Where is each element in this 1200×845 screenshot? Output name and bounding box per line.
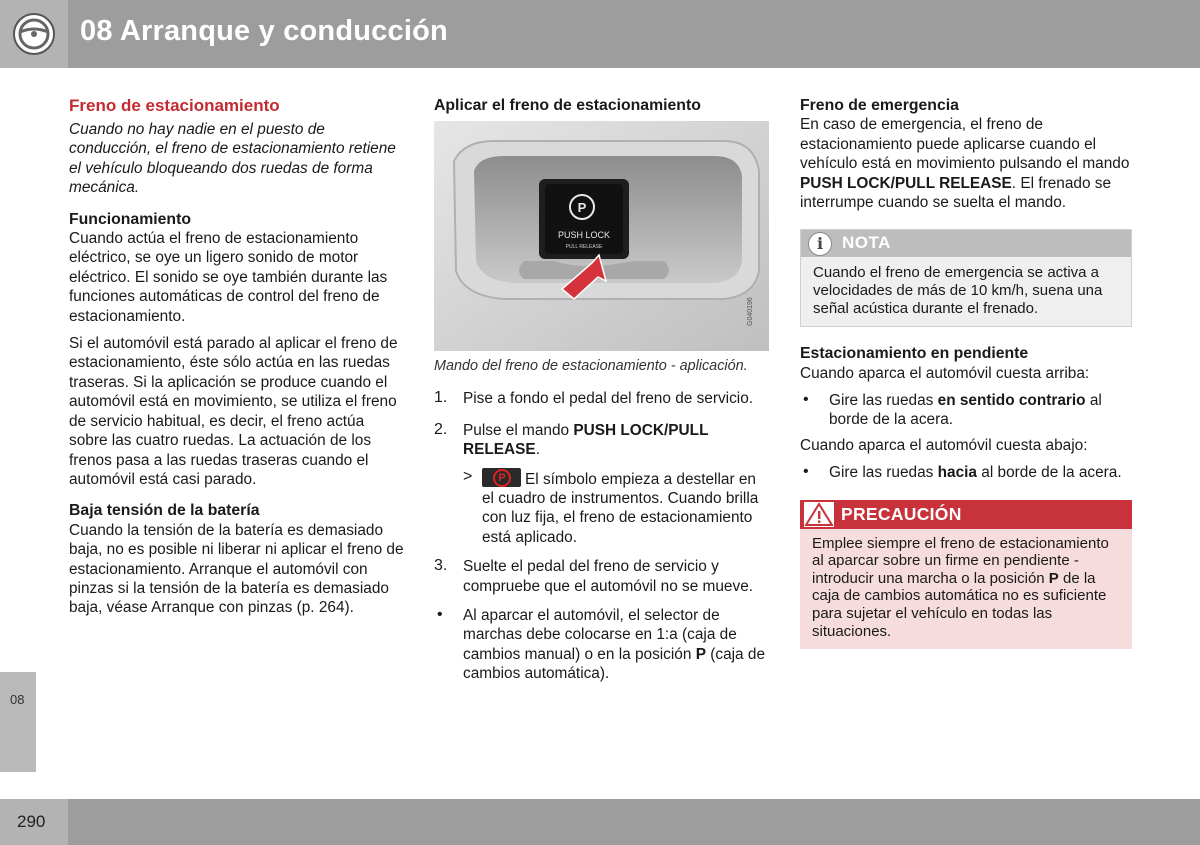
step-2-result	[434, 468, 769, 548]
note-title: NOTA	[842, 233, 891, 253]
pull-release-label: PULL RELEASE	[565, 244, 603, 251]
bullet-text: Gire las ruedas en sentido contrario al borde de la acera.	[829, 392, 1102, 429]
step-number: 2.	[434, 420, 448, 438]
intro-paragraph: Cuando no hay nadie en el puesto de conducción, el freno de estacionamiento retiene el vehículo bloqueando dos ruedas de forma mecánica.	[69, 121, 396, 197]
note-text: Cuando el freno de emergencia se activa a velocidades de más de 10 km/h, suena una señal acústica durante el frenado.	[813, 264, 1103, 317]
bullet-dot: •	[803, 391, 809, 409]
pendiente-heading: Estacionamiento en pendiente	[800, 345, 1029, 363]
caution-text: Emplee siempre el freno de estacionamiento al aparcar sobre un firme en pendiente - introducir una marcha o la posición P de la caja de cambios automática no es suficiente para sujetar el vehículo en todas las situaciones.	[812, 534, 1109, 640]
result-arrow: >	[463, 467, 473, 485]
step-3	[434, 557, 769, 596]
column-3	[800, 96, 1132, 649]
step-1	[434, 389, 769, 408]
parking-brake-photo	[434, 121, 769, 351]
step-number: 1.	[434, 389, 448, 407]
funcionamiento-heading: Funcionamiento	[69, 210, 191, 228]
emergencia-heading: Freno de emergencia	[800, 97, 959, 114]
bullet-dot: •	[803, 463, 809, 481]
steering-wheel-icon	[12, 12, 56, 56]
cuesta-abajo-bullet	[800, 463, 1132, 482]
bateria-paragraph: Cuando la tensión de la batería es demasiado baja, no es posible ni liberar ni aplicar el freno de estacionamiento. Arranque el automóvil con pinzas si la tensión de la batería es demasiado baja, véase Arranque con pinzas (p. 264).	[69, 521, 404, 617]
chapter-title: 08 Arranque y conducción	[80, 15, 448, 47]
page-number: 290	[17, 812, 46, 831]
bullet-dot: •	[437, 606, 443, 624]
step-2	[434, 421, 769, 460]
aplicar-heading: Aplicar el freno de estacionamiento	[434, 97, 701, 114]
photo-caption: Mando del freno de estacionamiento - aplicación.	[434, 358, 748, 375]
emergencia-paragraph: En caso de emergencia, el freno de estacionamiento puede aplicarse cuando el vehículo está en movimiento pulsando el mando PUSH LOCK/PULL RELEASE. El frenado se interrumpe cuando se suelta el mando.	[800, 116, 1130, 212]
note-box	[800, 229, 1132, 327]
section-title: Freno de estacionamiento	[69, 96, 280, 115]
caution-title: PRECAUCIÓN	[841, 503, 962, 524]
chapter-side-tab	[0, 672, 36, 772]
note-header	[801, 230, 1131, 257]
caution-header	[800, 500, 1132, 529]
bullet-text: Gire las ruedas hacia al borde de la acera.	[829, 464, 1122, 482]
cuesta-abajo-text: Cuando aparca el automóvil cuesta abajo:	[800, 436, 1088, 454]
step-text: Pulse el mando PUSH LOCK/PULL RELEASE.	[463, 421, 709, 459]
info-icon: i	[808, 232, 832, 256]
cuesta-arriba-text: Cuando aparca el automóvil cuesta arriba:	[800, 364, 1090, 382]
image-code: G040196	[747, 297, 754, 327]
header-icon-box	[0, 0, 68, 68]
cuesta-arriba-bullet	[800, 391, 1132, 430]
push-lock-label: PUSH LOCK	[557, 230, 611, 241]
result-text: P El símbolo empieza a destellar en el cuadro de instrumentos. Cuando brilla con luz fija, el freno de estacionamiento está aplicado.	[482, 468, 769, 548]
chapter-tab-label: 08	[10, 692, 25, 707]
bateria-heading: Baja tensión de la batería	[69, 502, 260, 520]
gear-selector-note	[434, 606, 769, 684]
funcionamiento-paragraph-2: Si el automóvil está parado al aplicar el freno de estacionamiento, éste sólo actúa en las ruedas traseras. Si la aplicación se produce cuando el automóvil está en movimiento, se utiliza el freno de servicio habitual, es decir, el freno actúa sobre las cuatro ruedas. La actuación de los frenos pasa a las ruedas traseras cuando el automóvil está casi parado.	[69, 335, 398, 488]
column-2	[434, 96, 769, 684]
parking-brake-symbol-icon: P	[482, 468, 521, 487]
funcionamiento-paragraph-1: Cuando actúa el freno de estacionamiento eléctrico, se oye un ligero sonido de motor eléctrico. El sonido se oye también durante las funciones automáticas de control del freno de estacionamiento.	[69, 230, 388, 325]
step-text: Pise a fondo el pedal del freno de servicio.	[463, 390, 754, 408]
footer-bar	[68, 799, 1200, 845]
warning-triangle-icon	[804, 502, 834, 527]
bullet-text: Al aparcar el automóvil, el selector de marchas debe colocarse en 1:a (caja de cambios manual) o en la posición P (caja de cambios automática).	[463, 607, 765, 683]
step-text: Suelte el pedal del freno de servicio y compruebe que el automóvil no se mueve.	[463, 558, 754, 595]
caution-box	[800, 500, 1132, 650]
step-number: 3.	[434, 557, 448, 575]
column-1	[69, 96, 404, 618]
svg-text:P: P	[577, 200, 587, 216]
